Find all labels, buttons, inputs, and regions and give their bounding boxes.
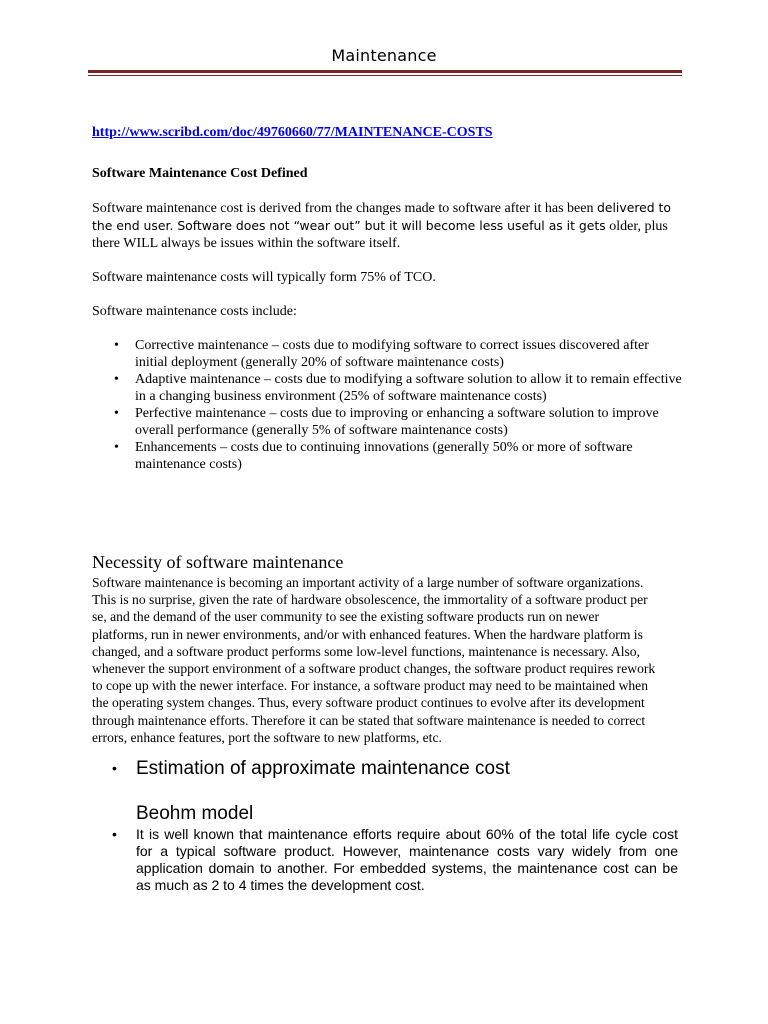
necessity-heading: Necessity of software maintenance [92,552,344,572]
list-item: • Enhancements – costs due to continuing innovations (generally 50% or more of software maintenance costs) [114,440,633,472]
bullet-icon: • [112,826,117,842]
main-content [92,124,682,473]
list-item: • Adaptive maintenance – costs due to modifying a software solution to allow it to remain effective in a changing business environment (25% of software maintenance costs) [114,372,682,404]
header-rule-thick [88,70,682,73]
list-item: • Perfective maintenance – costs due to improving or enhancing a software solution to improve overall performance (generally 5% of software maintenance costs) [114,406,659,438]
necessity-paragraph: Software maintenance is becoming an important activity of a large number of software organizations. This is no surprise, given the rate of hardware obsolescence, the immortality of a software product per se, and the demand of the user community to see the existing software products run on newer platforms, run in newer environments, and/or with enhanced features. When the hardware platform is changed, and a software product performs some low-level functions, maintenance is necessary. Also, whenever the support environment of a software product changes, the software product requires rework to cope up with the newer interface. For instance, a software product may need to be maintained when the operating system changes. Thus, every software product continues to evolve after its development through maintenance efforts. Therefore it can be stated that software maintenance is needed to correct errors, enhance features, port the software to new platforms, etc. [92,575,656,745]
cost-types-list [92,337,682,473]
scribd-link[interactable]: http://www.scribd.com/doc/49760660/77/MAINTENANCE-COSTS [92,125,493,140]
bullet-icon: • [114,440,119,455]
header-rule-thin [88,75,682,76]
list-item: • Corrective maintenance – costs due to modifying software to correct issues discovered after initial deployment (generally 20% of software maintenance costs) [114,338,649,370]
list-item: • It is well known that maintenance efforts require about 60% of the total life cycle cost for a typical software product. However, maintenance costs vary widely from one application domain to another. For embedded systems, the maintenance cost can be as much as 2 to 4 times the development cost. [112,826,678,893]
bullet-icon: • [112,760,117,776]
bullet-icon: • [114,372,119,387]
tco-paragraph: Software maintenance costs will typically form 75% of TCO. [92,270,436,285]
bullet-icon: • [114,338,119,353]
bullet-icon: • [114,406,119,421]
beohm-model-heading: Beohm model [136,803,254,824]
estimation-heading: • Estimation of approximate maintenance cost [112,758,510,779]
cost-defined-paragraph: Software maintenance cost is derived from the changes made to software after it has been delivered to the end user. Software does not “wear out” but it will become less useful as it gets older, plus there WILL always be issues within the software itself. [92,200,672,251]
page-header-title: Maintenance [331,46,437,65]
cost-defined-heading: Software Maintenance Cost Defined [92,166,308,181]
costs-include-paragraph: Software maintenance costs include: [92,304,297,319]
